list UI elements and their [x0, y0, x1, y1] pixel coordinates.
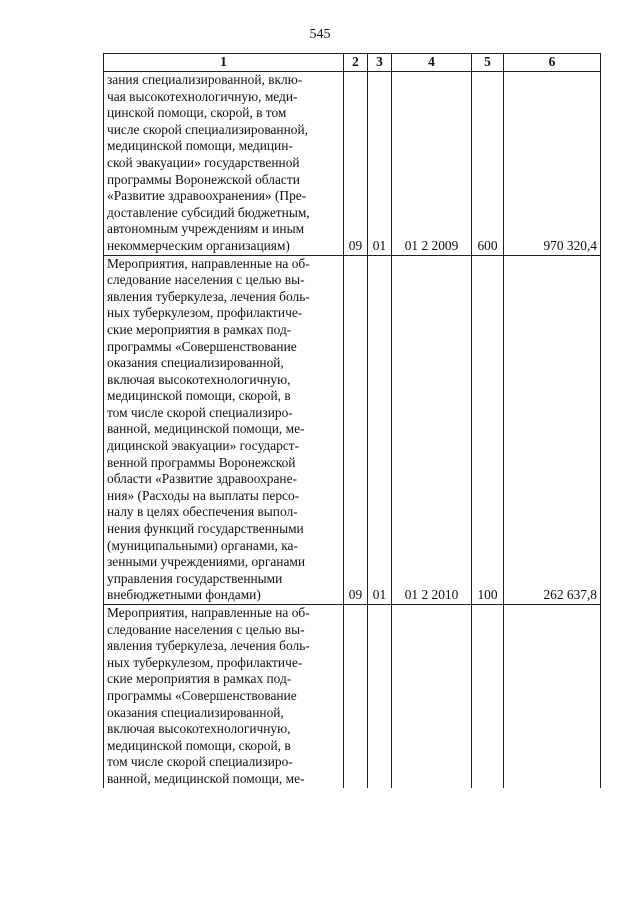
table-row [104, 255, 601, 604]
column-header: 6 [504, 54, 601, 72]
text-line: области «Развитие здравоохране- [107, 471, 297, 487]
text-line: Мероприятия, направленные на об- [107, 255, 310, 271]
target-article-code [392, 605, 472, 788]
target-article-code: 01 2 2010 [392, 255, 472, 604]
text-line: венной программы Воронежской [107, 454, 296, 470]
text-line: медицинской помощи, скорой, в [107, 388, 291, 404]
text-line: программы «Совершенствование [107, 338, 297, 354]
section-code [344, 605, 368, 788]
row-description [104, 255, 344, 604]
text-line: Мероприятия, направленные на об- [107, 605, 310, 620]
column-header: 5 [472, 54, 504, 72]
section-code: 09 [344, 255, 368, 604]
expense-type-code: 100 [472, 255, 504, 604]
text-line: следование населения с целью вы- [107, 272, 305, 288]
text-line: явления туберкулеза, лечения боль- [107, 638, 310, 654]
text-line: следование населения с целью вы- [107, 621, 305, 637]
text-line: том числе скорой специализиро- [107, 404, 293, 420]
expense-type-code: 600 [472, 72, 504, 256]
table-row [104, 72, 601, 256]
text-line: оказания специализированной, [107, 704, 284, 720]
text-line: (муниципальными) органами, ка- [107, 537, 298, 553]
text-line: оказания специализированной, [107, 355, 284, 371]
page-number: 545 [309, 27, 331, 42]
column-header: 3 [368, 54, 392, 72]
text-line: автономным учреждениям и иным [107, 221, 305, 237]
text-line: программы Воронежской области [107, 171, 300, 187]
column-header: 2 [344, 54, 368, 72]
table-header-row [104, 54, 601, 72]
text-line: налу в целях обеспечения выпол- [107, 504, 298, 520]
amount: 262 637,8 [504, 255, 601, 604]
text-line: некоммерческим организациям) [107, 237, 290, 253]
subsection-code: 01 [368, 255, 392, 604]
text-line: зания специализированной, вклю- [107, 72, 303, 87]
row-description [104, 72, 344, 256]
text-line: программы «Совершенствование [107, 687, 297, 703]
target-article-code: 01 2 2009 [392, 72, 472, 256]
text-line: том числе скорой специализиро- [107, 754, 293, 770]
column-header: 4 [392, 54, 472, 72]
text-line: «Развитие здравоохранения» (Пре- [107, 188, 307, 204]
text-line: ных туберкулезом, профилактиче- [107, 305, 303, 321]
text-line: зенными учреждениями, органами [107, 554, 306, 570]
text-line: включая высокотехнологичную, [107, 721, 291, 737]
budget-table [103, 53, 601, 788]
text-line: включая высокотехнологичную, [107, 371, 291, 387]
text-line: ской эвакуации» государственной [107, 154, 300, 170]
subsection-code: 01 [368, 72, 392, 256]
text-line: числе скорой специализированной, [107, 121, 308, 137]
text-line: нения функций государственными [107, 521, 304, 537]
amount: 970 320,4 [504, 72, 601, 256]
text-line: ния» (Расходы на выплаты персо- [107, 487, 300, 503]
text-line: медицинской помощи, медицин- [107, 138, 293, 154]
amount [504, 605, 601, 788]
text-line: цинской помощи, скорой, в том [107, 105, 287, 121]
text-line: чая высокотехнологичную, меди- [107, 88, 298, 104]
text-line: ские мероприятия в рамках под- [107, 321, 292, 337]
text-line: ские мероприятия в рамках под- [107, 671, 292, 687]
text-line: ванной, медицинской помощи, ме- [107, 421, 305, 437]
table-row [104, 605, 601, 788]
text-line: доставление субсидий бюджетным, [107, 204, 310, 220]
subsection-code [368, 605, 392, 788]
text-line: дицинской эвакуации» государст- [107, 438, 300, 454]
text-line: медицинской помощи, скорой, в [107, 737, 291, 753]
column-header: 1 [104, 54, 344, 72]
section-code: 09 [344, 72, 368, 256]
row-description [104, 605, 344, 788]
expense-type-code [472, 605, 504, 788]
text-line: внебюджетными фондами) [107, 587, 261, 603]
text-line: явления туберкулеза, лечения боль- [107, 288, 310, 304]
text-line: ных туберкулезом, профилактиче- [107, 654, 303, 670]
text-line: ванной, медицинской помощи, ме- [107, 770, 305, 786]
text-line: управления государственными [107, 570, 283, 586]
